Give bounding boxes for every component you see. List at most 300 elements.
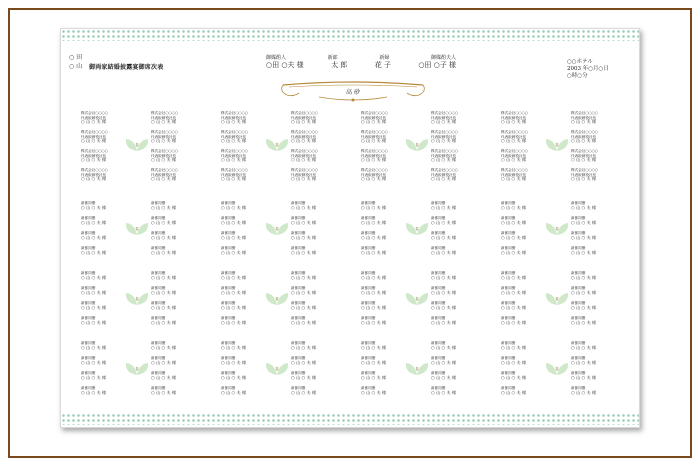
guest-name: ○ 山 ○ 夫 様: [81, 204, 107, 210]
table-name-label: 春: [135, 227, 139, 231]
guest-entry: [221, 149, 259, 163]
guest-name: ○ 山 ○ 夫 様: [151, 138, 177, 144]
guest-entry: [221, 386, 259, 395]
table-group: [361, 111, 431, 182]
table-group: [431, 111, 501, 182]
guest-name: ○ 山 ○ 夫 様: [151, 204, 177, 210]
guest-entry: [571, 149, 609, 163]
guest-name: ○ 山 ○ 夫 様: [291, 359, 317, 365]
guest-relation: 新郎同僚: [81, 356, 96, 360]
guest-relation: 新郎同僚: [81, 271, 96, 275]
guest-title: 代表取締役社長: [221, 172, 247, 177]
guest-name: ○ 山 ○ 夫 様: [431, 359, 457, 365]
guest-company: 株式会社○○○○: [81, 168, 108, 172]
guest-relation: 新郎同僚: [501, 356, 516, 360]
guest-entry: [571, 216, 609, 225]
table-group: [291, 271, 361, 335]
guest-entry: [431, 286, 469, 295]
guest-entry: [291, 111, 329, 125]
guest-entry: [501, 216, 539, 225]
guest-entry: [291, 301, 329, 310]
guest-name: ○ 山 ○ 夫 様: [361, 274, 387, 280]
guest-name: ○ 山 ○ 夫 様: [81, 249, 107, 255]
guest-entry: [571, 371, 609, 380]
guest-entry: [291, 271, 329, 280]
guest-relation: 新郎同僚: [361, 271, 376, 275]
guest-relation: 新郎同僚: [291, 356, 306, 360]
guest-relation: 新郎同僚: [501, 216, 516, 220]
guest-name: ○ 山 ○ 夫 様: [431, 289, 457, 295]
guest-relation: 新郎同僚: [431, 316, 446, 320]
guest-name: ○ 山 ○ 夫 様: [431, 319, 457, 325]
guest-relation: 新郎同僚: [501, 201, 516, 205]
guest-relation: 新郎同僚: [81, 371, 96, 375]
guest-name: ○ 山 ○ 夫 様: [571, 157, 597, 163]
guest-entry: [571, 168, 609, 182]
guest-relation: 新郎同僚: [221, 271, 236, 275]
guest-name: ○ 山 ○ 夫 様: [501, 138, 527, 144]
guest-entry: [361, 271, 399, 280]
guest-relation: 新郎同僚: [291, 301, 306, 305]
guest-relation: 新郎同僚: [291, 286, 306, 290]
guest-name: ○ 山 ○ 夫 様: [221, 359, 247, 365]
guest-relation: 新郎同僚: [221, 216, 236, 220]
bride-label: 新婦: [379, 55, 390, 61]
guest-relation: 新郎同僚: [431, 216, 446, 220]
guest-entry: [571, 386, 609, 395]
guest-entry: [361, 386, 399, 395]
guest-name: ○ 山 ○ 夫 様: [151, 389, 177, 395]
table-group: [431, 201, 501, 265]
guest-title: 代表取締役社長: [431, 153, 457, 158]
guest-title: 代表取締役社長: [291, 134, 317, 139]
guest-relation: 新郎同僚: [431, 246, 446, 250]
guest-name: ○ 山 ○ 夫 様: [501, 176, 527, 182]
guest-entry: [501, 130, 539, 144]
table-name-label: 春: [555, 297, 559, 301]
table-group: [221, 201, 291, 265]
guest-name: ○ 山 ○ 夫 様: [571, 304, 597, 310]
guest-name: ○ 山 ○ 夫 様: [151, 359, 177, 365]
guest-relation: 新郎同僚: [221, 286, 236, 290]
guest-title: 代表取締役社長: [361, 134, 387, 139]
guest-entry: [501, 201, 539, 210]
guest-entry: [151, 201, 189, 210]
guest-entry: [431, 356, 469, 365]
guest-name: ○ 山 ○ 夫 様: [151, 249, 177, 255]
guest-name: ○ 山 ○ 夫 様: [501, 204, 527, 210]
guest-relation: 新郎同僚: [81, 286, 96, 290]
guest-name: ○ 山 ○ 夫 様: [361, 344, 387, 350]
guest-name: ○ 山 ○ 夫 様: [361, 319, 387, 325]
guest-entry: [221, 286, 259, 295]
guest-relation: 新郎同僚: [431, 286, 446, 290]
guest-relation: 新郎同僚: [291, 371, 306, 375]
guest-entry: [571, 130, 609, 144]
table-group: [81, 341, 151, 405]
guest-company: 株式会社○○○○: [151, 149, 178, 153]
guest-entry: [81, 286, 119, 295]
guest-entry: [221, 231, 259, 240]
guest-company: 株式会社○○○○: [151, 111, 178, 115]
guest-relation: 新郎同僚: [361, 356, 376, 360]
guest-relation: 新郎同僚: [361, 246, 376, 250]
guest-name: ○ 山 ○ 夫 様: [81, 344, 107, 350]
guest-entry: [571, 271, 609, 280]
guest-company: 株式会社○○○○: [291, 168, 318, 172]
guest-entry: [151, 271, 189, 280]
guest-name: ○ 山 ○ 夫 様: [291, 389, 317, 395]
guest-entry: [81, 301, 119, 310]
guest-name: ○ 山 ○ 夫 様: [221, 157, 247, 163]
guest-entry: [151, 130, 189, 144]
guest-name: ○ 山 ○ 夫 様: [361, 249, 387, 255]
guest-relation: 新郎同僚: [151, 386, 166, 390]
guest-name: ○ 山 ○ 夫 様: [431, 176, 457, 182]
guest-entry: [81, 130, 119, 144]
guest-name: ○ 山 ○ 夫 様: [151, 344, 177, 350]
guest-name: ○ 山 ○ 夫 様: [431, 344, 457, 350]
guest-entry: [221, 111, 259, 125]
matchmaker-wife-name: ○田 ○子 様: [418, 61, 456, 69]
guest-name: ○ 山 ○ 夫 様: [571, 359, 597, 365]
guest-relation: 新郎同僚: [501, 246, 516, 250]
guest-relation: 新郎同僚: [291, 386, 306, 390]
table-group: [151, 201, 221, 265]
guest-relation: 新郎同僚: [151, 216, 166, 220]
guest-entry: [501, 149, 539, 163]
guest-relation: 新郎同僚: [361, 386, 376, 390]
guest-relation: 新郎同僚: [151, 231, 166, 235]
guest-relation: 新郎同僚: [571, 316, 586, 320]
guest-entry: [431, 111, 469, 125]
guest-relation: 新郎同僚: [221, 371, 236, 375]
guest-name: ○ 山 ○ 夫 様: [291, 249, 317, 255]
guest-title: 代表取締役社長: [221, 115, 247, 120]
guest-entry: [151, 216, 189, 225]
guest-name: ○ 山 ○ 夫 様: [501, 374, 527, 380]
header-left-line-2: ○ 山: [69, 63, 83, 70]
guest-company: 株式会社○○○○: [501, 111, 528, 115]
guest-company: 株式会社○○○○: [221, 168, 248, 172]
guest-title: 代表取締役社長: [501, 153, 527, 158]
guest-name: ○ 山 ○ 夫 様: [81, 389, 107, 395]
guest-relation: 新郎同僚: [431, 271, 446, 275]
guest-entry: [501, 371, 539, 380]
guest-name: ○ 山 ○ 夫 様: [291, 274, 317, 280]
table-group: [291, 201, 361, 265]
guest-entry: [361, 286, 399, 295]
guest-name: ○ 山 ○ 夫 様: [221, 219, 247, 225]
guest-title: 代表取締役社長: [361, 172, 387, 177]
table-group: [431, 341, 501, 405]
guest-relation: 新郎同僚: [501, 231, 516, 235]
guest-entry: [81, 168, 119, 182]
table-group: [151, 271, 221, 335]
document-title: 御両家結婚披露宴御席次表: [89, 64, 164, 71]
guest-entry: [361, 356, 399, 365]
guest-relation: 新郎同僚: [571, 246, 586, 250]
table-name-label: 春: [555, 227, 559, 231]
guest-entry: [81, 231, 119, 240]
guest-relation: 新郎同僚: [501, 271, 516, 275]
guest-entry: [431, 386, 469, 395]
guest-name: ○ 山 ○ 夫 様: [221, 389, 247, 395]
venue-name: ○○ホテル: [567, 59, 593, 65]
guest-name: ○ 山 ○ 夫 様: [151, 319, 177, 325]
guest-title: 代表取締役社長: [501, 172, 527, 177]
guest-title: 代表取締役社長: [151, 172, 177, 177]
guest-relation: 新郎同僚: [571, 231, 586, 235]
guest-name: ○ 山 ○ 夫 様: [501, 234, 527, 240]
dotted-border-top: [61, 29, 639, 41]
groom-name: 太 郎: [331, 61, 348, 69]
guest-title: 代表取締役社長: [431, 115, 457, 120]
table-group: [501, 271, 571, 335]
table-group: [81, 201, 151, 265]
guest-name: ○ 山 ○ 夫 様: [361, 234, 387, 240]
seating-chart-paper: [60, 28, 640, 428]
guest-name: ○ 山 ○ 夫 様: [81, 157, 107, 163]
guest-relation: 新郎同僚: [571, 216, 586, 220]
table-name-label: 春: [275, 297, 279, 301]
guest-company: 株式会社○○○○: [151, 168, 178, 172]
guest-name: ○ 山 ○ 夫 様: [431, 304, 457, 310]
guest-entry: [431, 130, 469, 144]
dotted-border-bottom: [61, 413, 639, 425]
guest-relation: 新郎同僚: [361, 286, 376, 290]
guest-name: ○ 山 ○ 夫 様: [571, 249, 597, 255]
guest-name: ○ 山 ○ 夫 様: [81, 319, 107, 325]
guest-name: ○ 山 ○ 夫 様: [361, 359, 387, 365]
guest-name: ○ 山 ○ 夫 様: [221, 249, 247, 255]
header-right: [567, 59, 609, 80]
guest-relation: 新郎同僚: [291, 216, 306, 220]
guest-title: 代表取締役社長: [291, 153, 317, 158]
table-name-label: 春: [275, 367, 279, 371]
guest-name: ○ 山 ○ 夫 様: [501, 274, 527, 280]
guest-company: 株式会社○○○○: [431, 168, 458, 172]
guest-entry: [361, 111, 399, 125]
guest-company: 株式会社○○○○: [291, 130, 318, 134]
event-date: 2003 年○月○日: [567, 66, 609, 72]
guest-name: ○ 山 ○ 夫 様: [431, 234, 457, 240]
guest-name: ○ 山 ○ 夫 様: [81, 234, 107, 240]
guest-entry: [291, 216, 329, 225]
guest-entry: [571, 246, 609, 255]
guest-name: ○ 山 ○ 夫 様: [431, 374, 457, 380]
guest-name: ○ 山 ○ 夫 様: [361, 374, 387, 380]
matchmaker-label: 御媒酌人: [266, 55, 287, 61]
guest-entry: [431, 201, 469, 210]
guest-relation: 新郎同僚: [361, 301, 376, 305]
guest-company: 株式会社○○○○: [361, 168, 388, 172]
table-group: [571, 271, 640, 335]
guest-name: ○ 山 ○ 夫 様: [431, 219, 457, 225]
guest-company: 株式会社○○○○: [501, 149, 528, 153]
guest-title: 代表取締役社長: [361, 115, 387, 120]
groom-label: 新郎: [327, 55, 338, 61]
guest-name: ○ 山 ○ 夫 様: [291, 157, 317, 163]
guest-company: 株式会社○○○○: [571, 111, 598, 115]
guest-entry: [431, 316, 469, 325]
guest-entry: [431, 246, 469, 255]
guest-entry: [221, 371, 259, 380]
guest-relation: 新郎同僚: [361, 216, 376, 220]
guest-name: ○ 山 ○ 夫 様: [361, 176, 387, 182]
table-group: [571, 201, 640, 265]
guest-company: 株式会社○○○○: [291, 111, 318, 115]
guest-entry: [81, 271, 119, 280]
guest-entry: [501, 246, 539, 255]
guest-entry: [151, 231, 189, 240]
guest-title: 代表取締役社長: [221, 134, 247, 139]
table-group: [221, 111, 291, 182]
guest-entry: [291, 130, 329, 144]
guest-company: 株式会社○○○○: [221, 130, 248, 134]
guest-relation: 新郎同僚: [571, 301, 586, 305]
guest-title: 代表取締役社長: [81, 153, 107, 158]
guest-relation: 新郎同僚: [81, 341, 96, 345]
guest-company: 株式会社○○○○: [81, 149, 108, 153]
guest-entry: [431, 149, 469, 163]
table-name-label: 春: [555, 367, 559, 371]
guest-entry: [221, 271, 259, 280]
guest-entry: [431, 301, 469, 310]
guest-relation: 新郎同僚: [221, 201, 236, 205]
guest-relation: 新郎同僚: [361, 231, 376, 235]
guest-relation: 新郎同僚: [571, 371, 586, 375]
guest-name: ○ 山 ○ 夫 様: [291, 176, 317, 182]
guest-entry: [81, 201, 119, 210]
high-table: [279, 81, 427, 103]
guest-entry: [361, 201, 399, 210]
guest-company: 株式会社○○○○: [501, 130, 528, 134]
guest-entry: [81, 341, 119, 350]
guest-entry: [221, 316, 259, 325]
guest-entry: [501, 286, 539, 295]
guest-name: ○ 山 ○ 夫 様: [81, 119, 107, 125]
guest-name: ○ 山 ○ 夫 様: [501, 157, 527, 163]
guest-relation: 新郎同僚: [221, 386, 236, 390]
guest-entry: [151, 246, 189, 255]
guest-relation: 新郎同僚: [571, 356, 586, 360]
guest-entry: [151, 111, 189, 125]
guest-relation: 新郎同僚: [501, 371, 516, 375]
header-left: [69, 53, 82, 71]
guest-company: 株式会社○○○○: [221, 149, 248, 153]
guest-name: ○ 山 ○ 夫 様: [361, 138, 387, 144]
guest-name: ○ 山 ○ 夫 様: [81, 176, 107, 182]
guest-entry: [431, 231, 469, 240]
guest-title: 代表取締役社長: [501, 134, 527, 139]
guest-title: 代表取締役社長: [431, 134, 457, 139]
guest-name: ○ 山 ○ 夫 様: [221, 234, 247, 240]
guest-entry: [501, 316, 539, 325]
guest-name: ○ 山 ○ 夫 様: [151, 234, 177, 240]
guest-relation: 新郎同僚: [151, 356, 166, 360]
guest-entry: [81, 246, 119, 255]
guest-relation: 新郎同僚: [151, 271, 166, 275]
guest-entry: [501, 271, 539, 280]
guest-entry: [81, 111, 119, 125]
guest-entry: [431, 341, 469, 350]
guest-name: ○ 山 ○ 夫 様: [361, 289, 387, 295]
guest-entry: [151, 301, 189, 310]
guest-relation: 新郎同僚: [501, 316, 516, 320]
guest-company: 株式会社○○○○: [571, 149, 598, 153]
guest-entry: [501, 356, 539, 365]
guest-name: ○ 山 ○ 夫 様: [151, 274, 177, 280]
guest-relation: 新郎同僚: [571, 386, 586, 390]
guest-name: ○ 山 ○ 夫 様: [291, 119, 317, 125]
table-group: [81, 271, 151, 335]
table-group: [291, 111, 361, 182]
guest-relation: 新郎同僚: [431, 371, 446, 375]
table-group: [151, 111, 221, 182]
guest-name: ○ 山 ○ 夫 様: [291, 234, 317, 240]
table-name-label: 春: [415, 143, 419, 147]
guest-name: ○ 山 ○ 夫 様: [571, 138, 597, 144]
guest-relation: 新郎同僚: [151, 316, 166, 320]
matchmaker-name: ○田 ○夫 様: [266, 61, 304, 69]
guest-name: ○ 山 ○ 夫 様: [501, 389, 527, 395]
guest-entry: [291, 168, 329, 182]
guest-title: 代表取締役社長: [151, 115, 177, 120]
guest-entry: [291, 149, 329, 163]
guest-entry: [361, 301, 399, 310]
guest-entry: [151, 341, 189, 350]
guest-relation: 新郎同僚: [81, 231, 96, 235]
guest-name: ○ 山 ○ 夫 様: [571, 176, 597, 182]
guest-company: 株式会社○○○○: [571, 168, 598, 172]
guest-company: 株式会社○○○○: [431, 130, 458, 134]
guest-name: ○ 山 ○ 夫 様: [431, 204, 457, 210]
guest-entry: [221, 341, 259, 350]
guest-entry: [361, 130, 399, 144]
guest-relation: 新郎同僚: [431, 301, 446, 305]
guest-name: ○ 山 ○ 夫 様: [81, 274, 107, 280]
event-time: ○時○分: [567, 73, 588, 79]
guest-entry: [571, 286, 609, 295]
guest-name: ○ 山 ○ 夫 様: [291, 374, 317, 380]
matchmaker-wife-label: 御媒酌夫人: [430, 55, 456, 61]
guest-company: 株式会社○○○○: [501, 168, 528, 172]
guest-entry: [361, 149, 399, 163]
guest-name: ○ 山 ○ 夫 様: [361, 157, 387, 163]
table-name-label: 春: [135, 367, 139, 371]
guest-entry: [221, 168, 259, 182]
guest-entry: [151, 356, 189, 365]
guest-entry: [501, 168, 539, 182]
guest-entry: [571, 111, 609, 125]
guest-entry: [291, 356, 329, 365]
guest-entry: [431, 371, 469, 380]
guest-entry: [221, 201, 259, 210]
guest-relation: 新郎同僚: [291, 316, 306, 320]
guest-name: ○ 山 ○ 夫 様: [501, 249, 527, 255]
guest-title: 代表取締役社長: [571, 115, 597, 120]
guest-name: ○ 山 ○ 夫 様: [571, 319, 597, 325]
guest-relation: 新郎同僚: [291, 231, 306, 235]
guest-name: ○ 山 ○ 夫 様: [501, 289, 527, 295]
table-group: [221, 271, 291, 335]
guest-name: ○ 山 ○ 夫 様: [501, 359, 527, 365]
guest-relation: 新郎同僚: [291, 246, 306, 250]
table-name-label: 春: [415, 367, 419, 371]
guest-relation: 新郎同僚: [151, 341, 166, 345]
table-name-label: 春: [135, 297, 139, 301]
